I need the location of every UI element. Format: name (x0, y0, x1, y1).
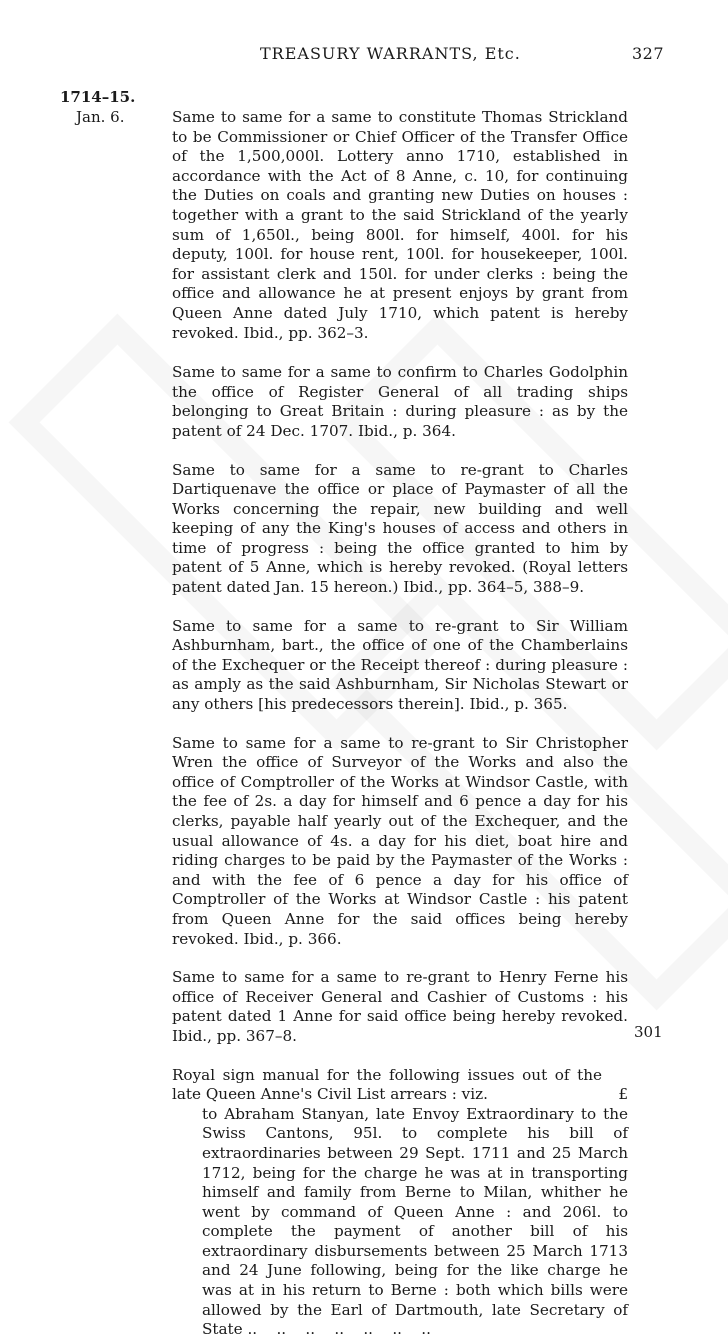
margin-date: Jan. 6. (76, 108, 125, 126)
running-title: TREASURY WARRANTS, Etc. (260, 44, 521, 63)
entry-paragraph: Same to same for a same to re-grant to Henry Ferne his office of Receiver General and Cashier of Customs : his patent dated 1 Anne for said office being hereby revoked. Ibid., pp. 367–8. (172, 968, 628, 1045)
body-text (172, 108, 628, 1340)
issues-intro-row (172, 1066, 628, 1105)
issue-item (202, 1105, 628, 1340)
margin-years: 1714–15. (60, 88, 136, 106)
issues-intro: Royal sign manual for the following issues out of the late Queen Anne's Civil List arrears : viz. (172, 1065, 602, 1104)
issue-amount: 301 (634, 1023, 663, 1041)
page-number: 327 (632, 44, 665, 63)
currency-symbol: £ (618, 1085, 628, 1104)
entry-paragraph: Same to same for a same to re-grant to Sir Christopher Wren the office of Surveyor of the Works and also the office of Comptroller of the Works at Windsor Castle, with the fee of 2s. a day for himself and 6 pence a day for his clerks, payable half yearly out of the Exchequer, and the usual allowance of 4s. a day for his diet, boat hire and riding charges to be paid by the Paymaster of the Works : and with the fee of 6 pence a day for his office of Comptroller of the Works at Windsor Castle : his patent from Queen Anne for the said offices being hereby revoked. Ibid., p. 366. (172, 733, 628, 948)
entry-paragraph: Same to same for a same to re-grant to Charles Dartiquenave the office or place of Paymaster of all the Works concerning the repair, new building and well keeping of any the King's houses of access and others in time of progress : being the office granted to him by patent of 5 Anne, which is hereby revoked. (Royal letters patent dated Jan. 15 hereon.) Ibid., pp. 364–5, 388–9. (172, 460, 628, 597)
entry-paragraph: Same to same for a same to re-grant to Sir William Ashburnham, bart., the office of one of the Chamberlains of the Exchequer or the Receipt thereof : during pleasure : as amply as the said Ashburnham, Sir Nicholas Stewart or any others [his predecessors therein]. Ibid., p. 365. (172, 616, 628, 714)
entry-paragraph: Same to same for a same to constitute Thomas Strickland to be Commissioner or Chief Officer of the Transfer Office of the 1,500,000l. Lottery anno 1710, established in accordance with the Act of 8 Anne, c. 10, for continuing the Duties on coals and granting new Duties on houses : together with a grant to the said Strickland of the yearly sum of 1,650l., being 800l. for himself, 400l. for his deputy, 100l. for house rent, 100l. for housekeeper, 100l. for assistant clerk and 150l. for under clerks : being the office and allowance he at present enjoys by grant from Queen Anne dated July 1710, which patent is hereby revoked. Ibid., pp. 362–3. (172, 108, 628, 342)
entry-paragraph: Same to same for a same to confirm to Charles Godolphin the office of Register General of all trading ships belonging to Great Britain : during pleasure : as by the patent of 24 Dec. 1707. Ibid., p. 364. (172, 363, 628, 440)
dot-leaders: .. .. .. .. .. .. .. (247, 1320, 431, 1339)
issue-item-text: to Abraham Stanyan, late Envoy Extraordinary to the Swiss Cantons, 95l. to complete his bill of extraordinaries between 29 Sept. 1711 and 25 March 1712, being for the charge he was at in transporting himself and family from Berne to Milan, whither he went by command of Queen Anne : and 206l. to complete the payment of another bill of his extraordinary disbursements between 25 March 1713 and 24 June following, being for the like charge he was at in his return to Berne : both which bills were allowed by the Earl of Dartmouth, late Secretary of State (202, 1104, 628, 1339)
